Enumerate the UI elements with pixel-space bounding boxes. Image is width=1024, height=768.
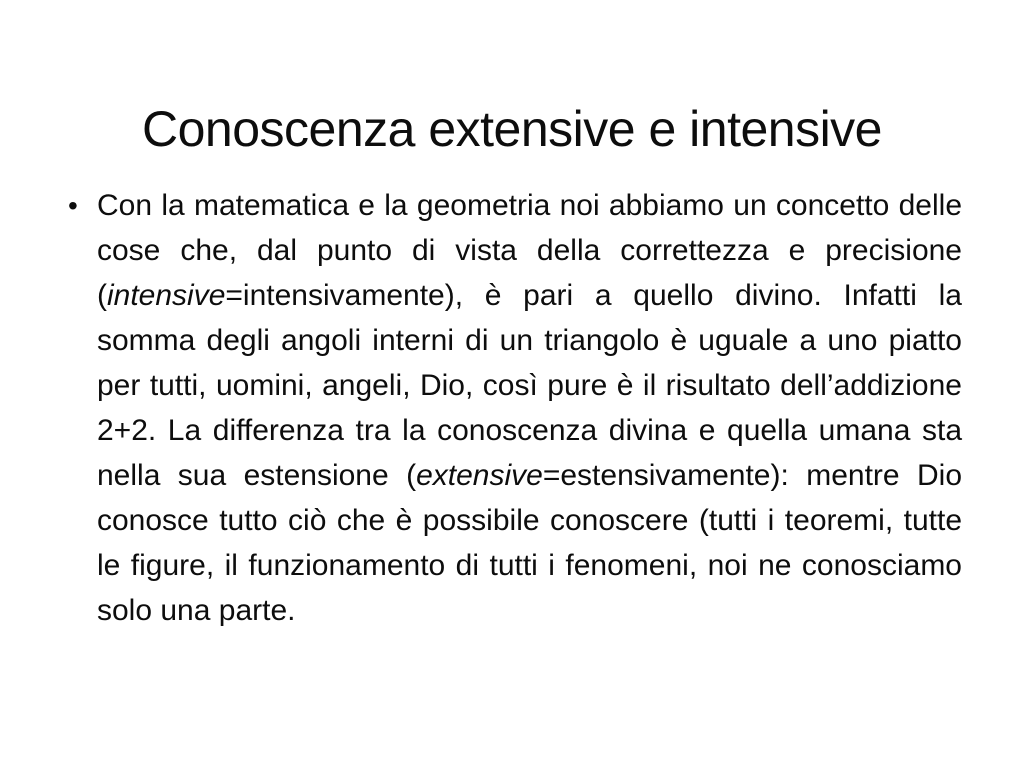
bullet-paragraph [97,183,962,633]
slide-body [68,183,962,633]
paragraph-text-1: Con la matematica e la geometria noi abbiamo un concetto delle cose che, dal punto di vista della correttezza e precisione ( [97,189,962,312]
italic-term-extensive: extensive [416,459,543,492]
italic-term-intensive: intensive [107,279,226,312]
bullet-marker: • [68,190,78,221]
slide-title: Conoscenza extensive e intensive [141,100,882,157]
paragraph-text-2: =intensivamente), è pari a quello divino. Infatti la somma degli angoli interni di un triangolo è uguale a uno piatto per tutti, uomini, angeli, Dio, così pure è il risultato dell’addizione 2+2. La differenza tra la conoscenza divina e quella umana sta nella sua estensione ( [97,279,962,492]
paragraph-text-3: =estensivamente): mentre Dio conosce tutto ciò che è possibile conoscere (tutti i teoremi, tutte le figure, il funzionamento di tutti i fenomeni, noi ne conosciamo solo una parte. [97,459,963,627]
bullet-item [68,183,962,633]
